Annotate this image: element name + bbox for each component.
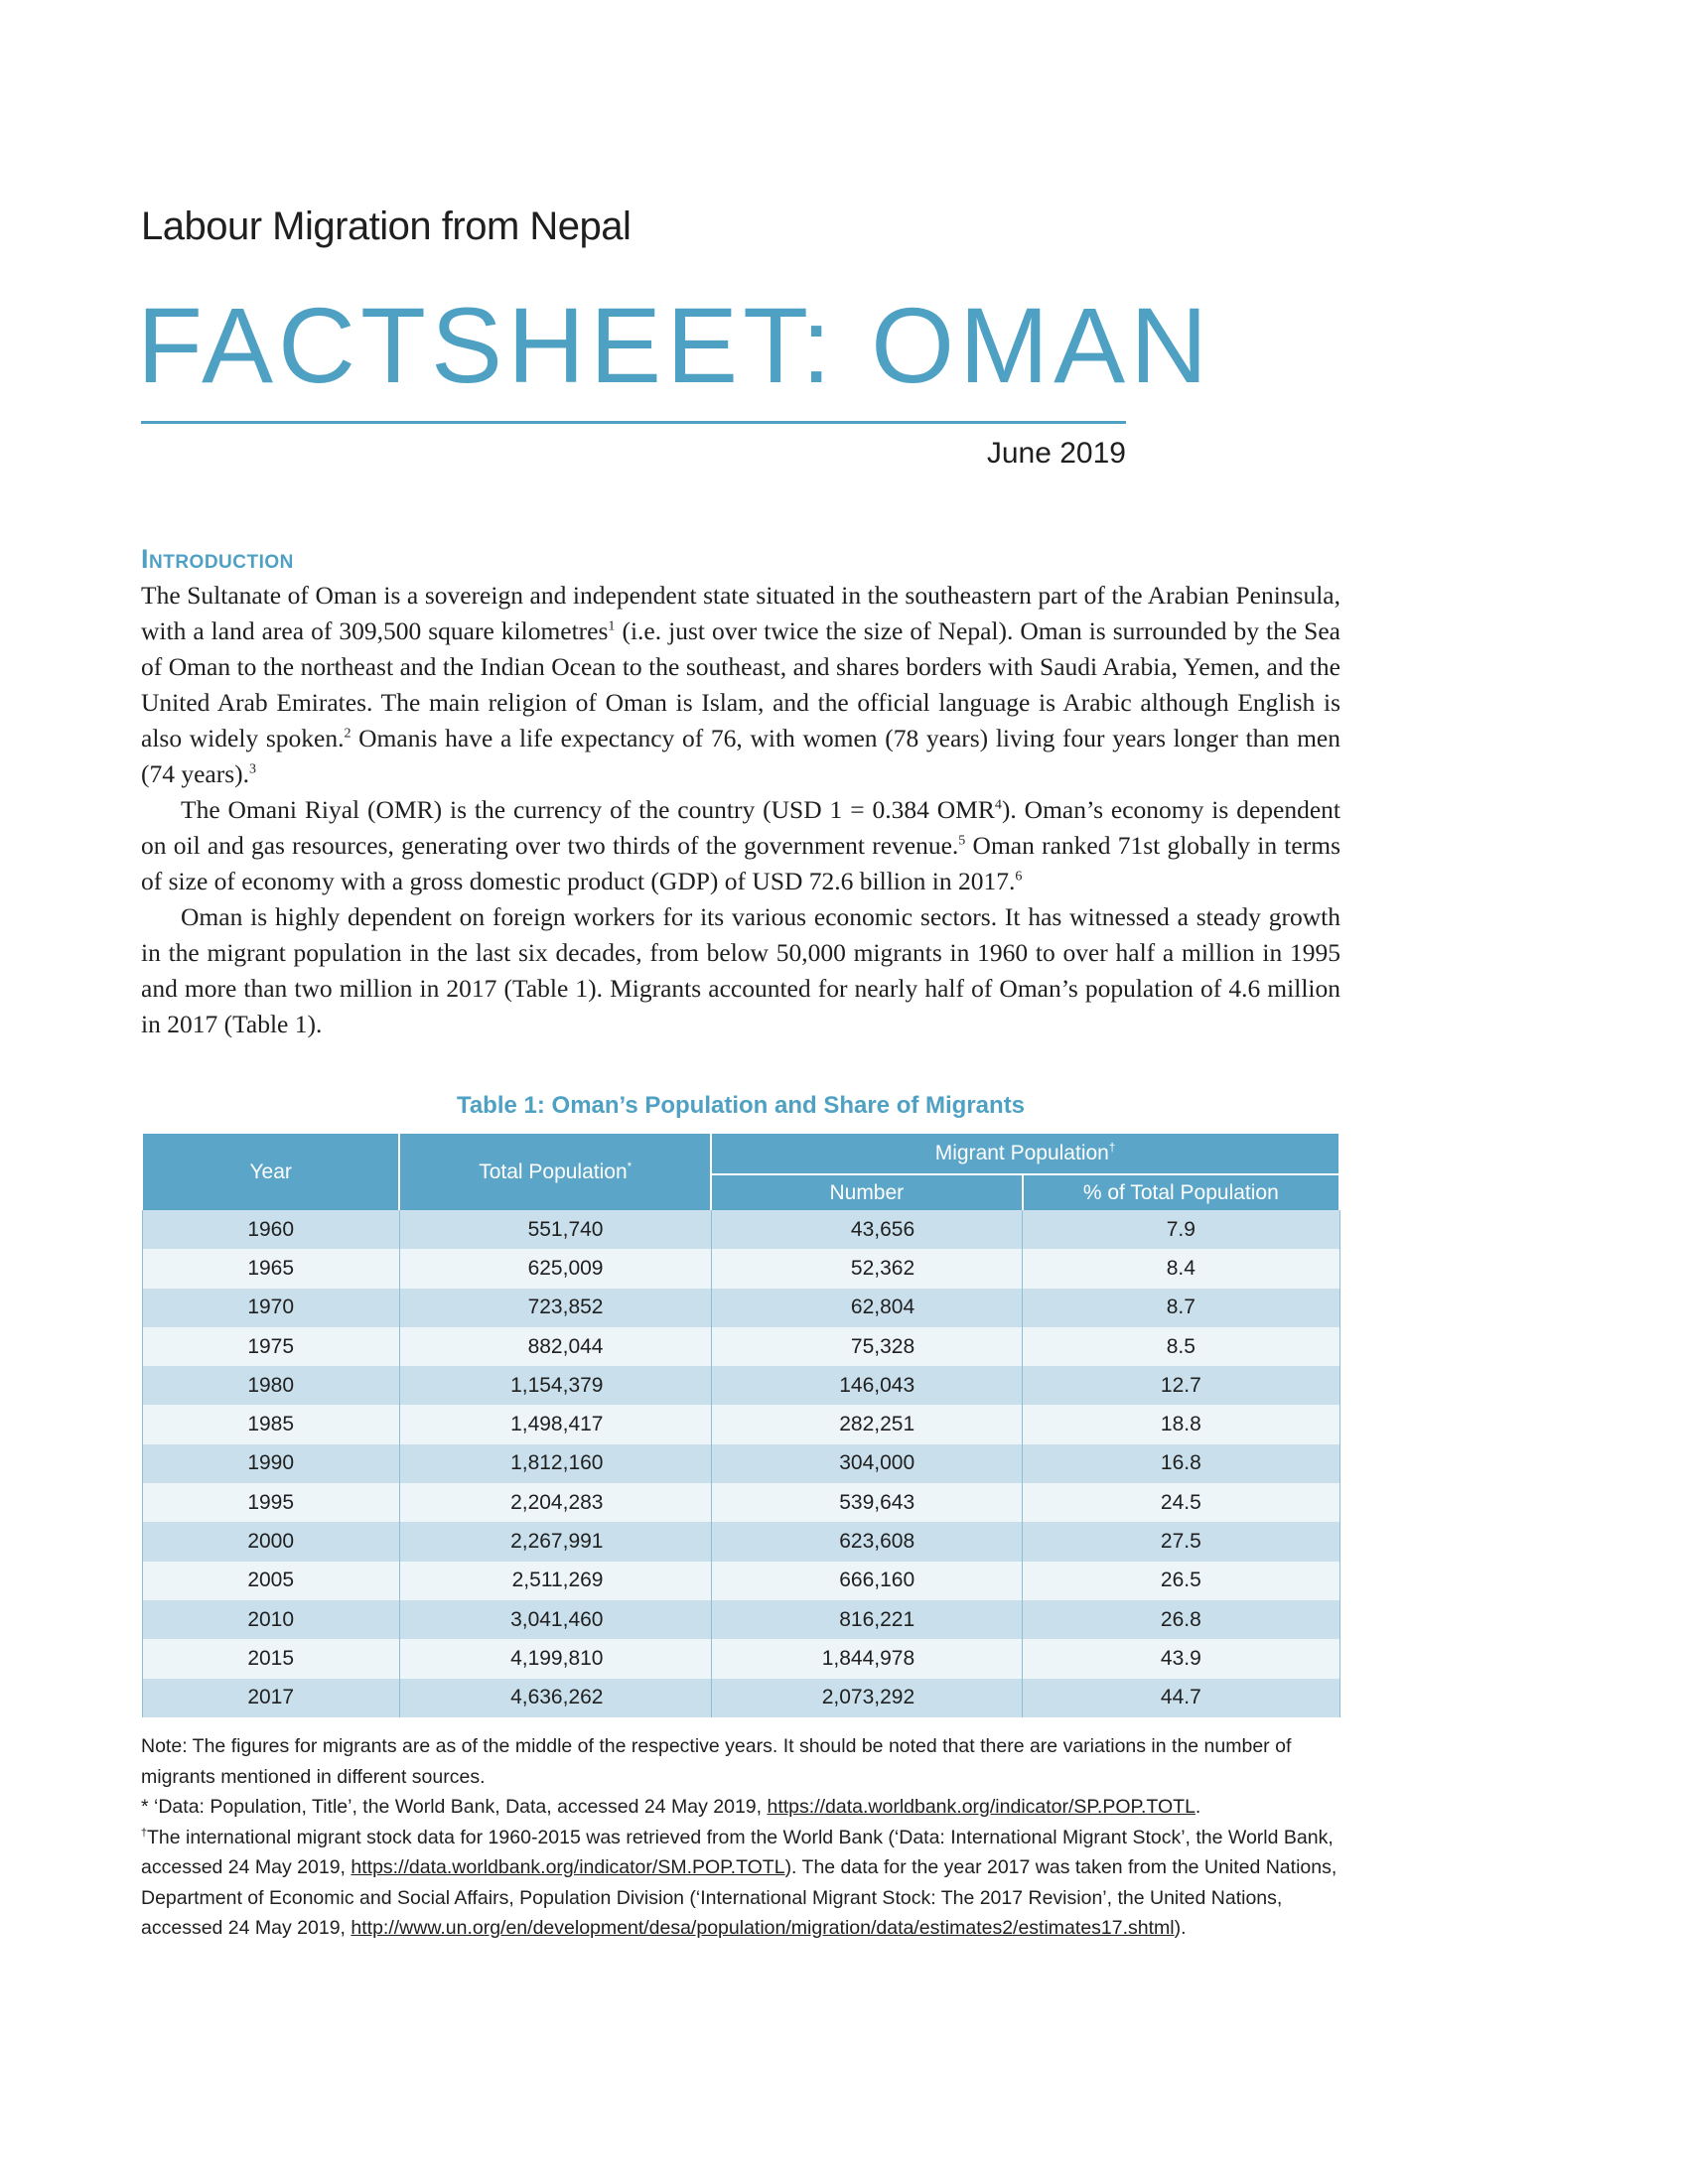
header-percent: % of Total Population: [1023, 1174, 1339, 1210]
header-migrant-mark: †: [1108, 1143, 1116, 1155]
header-total-label: Total Population: [479, 1160, 628, 1183]
cell-total-population: 2,204,283: [399, 1483, 711, 1522]
cell-total-population: 723,852: [399, 1289, 711, 1327]
cell-migrant-number: 43,656: [711, 1210, 1023, 1249]
cell-migrant-percent: 26.5: [1023, 1562, 1339, 1600]
cell-migrant-number: 539,643: [711, 1483, 1023, 1522]
cell-migrant-number: 62,804: [711, 1289, 1023, 1327]
population-table: [141, 1134, 1340, 1717]
footnote-ref-5[interactable]: 5: [958, 833, 966, 849]
table-row: [142, 1483, 1339, 1522]
cell-migrant-number: 304,000: [711, 1444, 1023, 1483]
cell-migrant-percent: 26.8: [1023, 1600, 1339, 1639]
cell-migrant-number: 2,073,292: [711, 1679, 1023, 1717]
cell-total-population: 882,044: [399, 1327, 711, 1366]
cell-year: 1980: [142, 1366, 399, 1405]
cell-migrant-percent: 8.7: [1023, 1289, 1339, 1327]
cell-year: 2010: [142, 1600, 399, 1639]
un-migrant-link[interactable]: http://www.un.org/en/development/desa/population/migration/data/estimates2/estimates17.shtml: [351, 1917, 1175, 1939]
cell-year: 1960: [142, 1210, 399, 1249]
cell-migrant-number: 666,160: [711, 1562, 1023, 1600]
table-row: [142, 1289, 1339, 1327]
note-star-mark: *: [141, 1796, 149, 1818]
footnote-ref-6[interactable]: 6: [1015, 869, 1023, 885]
footnote-ref-1[interactable]: 1: [608, 618, 616, 634]
table-row: [142, 1444, 1339, 1483]
introduction-paragraph-1: [141, 578, 1340, 792]
worldbank-population-link[interactable]: https://data.worldbank.org/indicator/SP.POP.TOTL: [767, 1796, 1196, 1818]
paragraph-text: ). Oman’s economy is dependent on oil and gas resources, generating over two thirds of the government revenue.: [141, 795, 1340, 860]
table-body: [142, 1210, 1339, 1717]
introduction-paragraph-3: Oman is highly dependent on foreign workers for its various economic sectors. It has witnessed a steady growth in the migrant population in the last six decades, from below 50,000 migrants in 1960 to over half a million in 1995 and more than two million in 2017 (Table 1). Migrants accounted for nearly half of Oman’s population of 4.6 million in 2017 (Table 1).: [141, 902, 1340, 1038]
cell-migrant-number: 282,251: [711, 1405, 1023, 1443]
footnote-ref-3[interactable]: 3: [249, 761, 257, 777]
cell-total-population: 551,740: [399, 1210, 711, 1249]
header-number: Number: [711, 1174, 1023, 1210]
document-supertitle: Labour Migration from Nepal: [141, 205, 632, 248]
table-row: [142, 1405, 1339, 1443]
cell-year: 2005: [142, 1562, 399, 1600]
header-year-label: Year: [249, 1160, 292, 1183]
cell-total-population: 2,267,991: [399, 1522, 711, 1561]
cell-migrant-percent: 24.5: [1023, 1483, 1339, 1522]
table-row: [142, 1210, 1339, 1249]
note-star-text: ‘Data: Population, Title’, the World Bank, Data, accessed 24 May 2019,: [148, 1796, 768, 1818]
cell-total-population: 1,498,417: [399, 1405, 711, 1443]
cell-total-population: 4,199,810: [399, 1639, 711, 1678]
cell-total-population: 1,154,379: [399, 1366, 711, 1405]
cell-migrant-percent: 16.8: [1023, 1444, 1339, 1483]
table-row: [142, 1639, 1339, 1678]
cell-migrant-number: 623,608: [711, 1522, 1023, 1561]
paragraph-text: Omanis have a life expectancy of 76, with women (78 years) living four years longer than men (74 years).: [141, 724, 1340, 788]
table-row: [142, 1249, 1339, 1288]
cell-total-population: 625,009: [399, 1249, 711, 1288]
note-population-source: [141, 1792, 1340, 1823]
table-row: [142, 1679, 1339, 1717]
cell-total-population: 4,636,262: [399, 1679, 711, 1717]
cell-total-population: 1,812,160: [399, 1444, 711, 1483]
paragraph-text: The Sultanate of Oman is a sovereign and independent state situated in the southeastern part of the Arabian Peninsula, with a land area of 309,500 square kilometres: [141, 581, 1340, 645]
paragraph-text: Oman ranked 71st globally in terms of size of economy with a gross domestic product (GDP) of USD 72.6 billion in 2017.: [141, 831, 1340, 895]
cell-total-population: 3,041,460: [399, 1600, 711, 1639]
table-title: Table 1: Oman’s Population and Share of Migrants: [456, 1092, 1026, 1119]
cell-year: 1965: [142, 1249, 399, 1288]
paragraph-text: (i.e. just over twice the size of Nepal). Oman is surrounded by the Sea of Oman to the northeast and the Indian Ocean to the southeast, and shares borders with Saudi Arabia, Yemen, and the United Arab Emirates. The main religion of Oman is Islam, and the official language is Arabic although English is also widely spoken.: [141, 616, 1340, 752]
cell-total-population: 2,511,269: [399, 1562, 711, 1600]
table-notes: [141, 1731, 1340, 1944]
footnote-ref-4[interactable]: 4: [994, 797, 1002, 813]
note-dagger-text-a: The international migrant stock data for 1960-2015 was retrieved from the World Bank (‘Data: International Migrant Stock’, the World Bank, accessed 24 May 2019,: [141, 1826, 1334, 1878]
cell-migrant-number: 52,362: [711, 1249, 1023, 1288]
publication-date: June 2019: [986, 437, 1126, 470]
worldbank-migrant-link[interactable]: https://data.worldbank.org/indicator/SM.POP.TOTL: [351, 1856, 785, 1878]
table-row: [142, 1522, 1339, 1561]
note-migrant-source: [141, 1823, 1340, 1944]
cell-migrant-number: 146,043: [711, 1366, 1023, 1405]
introduction-body: [141, 578, 1340, 1042]
header-total-mark: *: [627, 1160, 633, 1173]
note-general: Note: The figures for migrants are as of the middle of the respective years. It should be noted that there are variations in the number of migrants mentioned in different sources.: [141, 1735, 1292, 1788]
cell-migrant-percent: 44.7: [1023, 1679, 1339, 1717]
cell-migrant-percent: 27.5: [1023, 1522, 1339, 1561]
cell-migrant-percent: 7.9: [1023, 1210, 1339, 1249]
document-title: FACTSHEET: OMAN: [137, 285, 1213, 405]
cell-migrant-number: 1,844,978: [711, 1639, 1023, 1678]
cell-year: 1990: [142, 1444, 399, 1483]
paragraph-text: The Omani Riyal (OMR) is the currency of the country (USD 1 = 0.384 OMR: [181, 795, 995, 824]
table-row: [142, 1562, 1339, 1600]
cell-year: 1970: [142, 1289, 399, 1327]
table-row: [142, 1600, 1339, 1639]
cell-migrant-percent: 43.9: [1023, 1639, 1339, 1678]
title-divider: [141, 421, 1126, 424]
cell-year: 1995: [142, 1483, 399, 1522]
table-row: [142, 1327, 1339, 1366]
cell-year: 1975: [142, 1327, 399, 1366]
introduction-heading: Introduction: [141, 544, 294, 574]
cell-year: 2000: [142, 1522, 399, 1561]
cell-year: 1985: [142, 1405, 399, 1443]
note-dagger-mark: †: [141, 1827, 147, 1839]
note-dagger-text-b: ). The data for the year 2017 was taken from the United Nations, Department of Economic and Social Affairs, Population Division (‘International Migrant Stock: The 2017 Revision’, the United Nations, accessed 24 May 2019,: [141, 1856, 1337, 1939]
cell-migrant-percent: 18.8: [1023, 1405, 1339, 1443]
introduction-paragraph-2: [141, 792, 1340, 899]
cell-migrant-percent: 8.5: [1023, 1327, 1339, 1366]
header-migrant-population: [711, 1134, 1339, 1174]
note-star-end: .: [1195, 1796, 1201, 1818]
cell-migrant-number: 816,221: [711, 1600, 1023, 1639]
header-total-population: [399, 1134, 711, 1210]
header-year: [142, 1134, 399, 1210]
cell-migrant-percent: 8.4: [1023, 1249, 1339, 1288]
cell-migrant-percent: 12.7: [1023, 1366, 1339, 1405]
cell-migrant-number: 75,328: [711, 1327, 1023, 1366]
header-migrant-label: Migrant Population: [934, 1142, 1109, 1164]
table-row: [142, 1366, 1339, 1405]
footnote-ref-2[interactable]: 2: [344, 726, 352, 742]
note-dagger-end: ).: [1174, 1917, 1187, 1939]
cell-year: 2017: [142, 1679, 399, 1717]
cell-year: 2015: [142, 1639, 399, 1678]
